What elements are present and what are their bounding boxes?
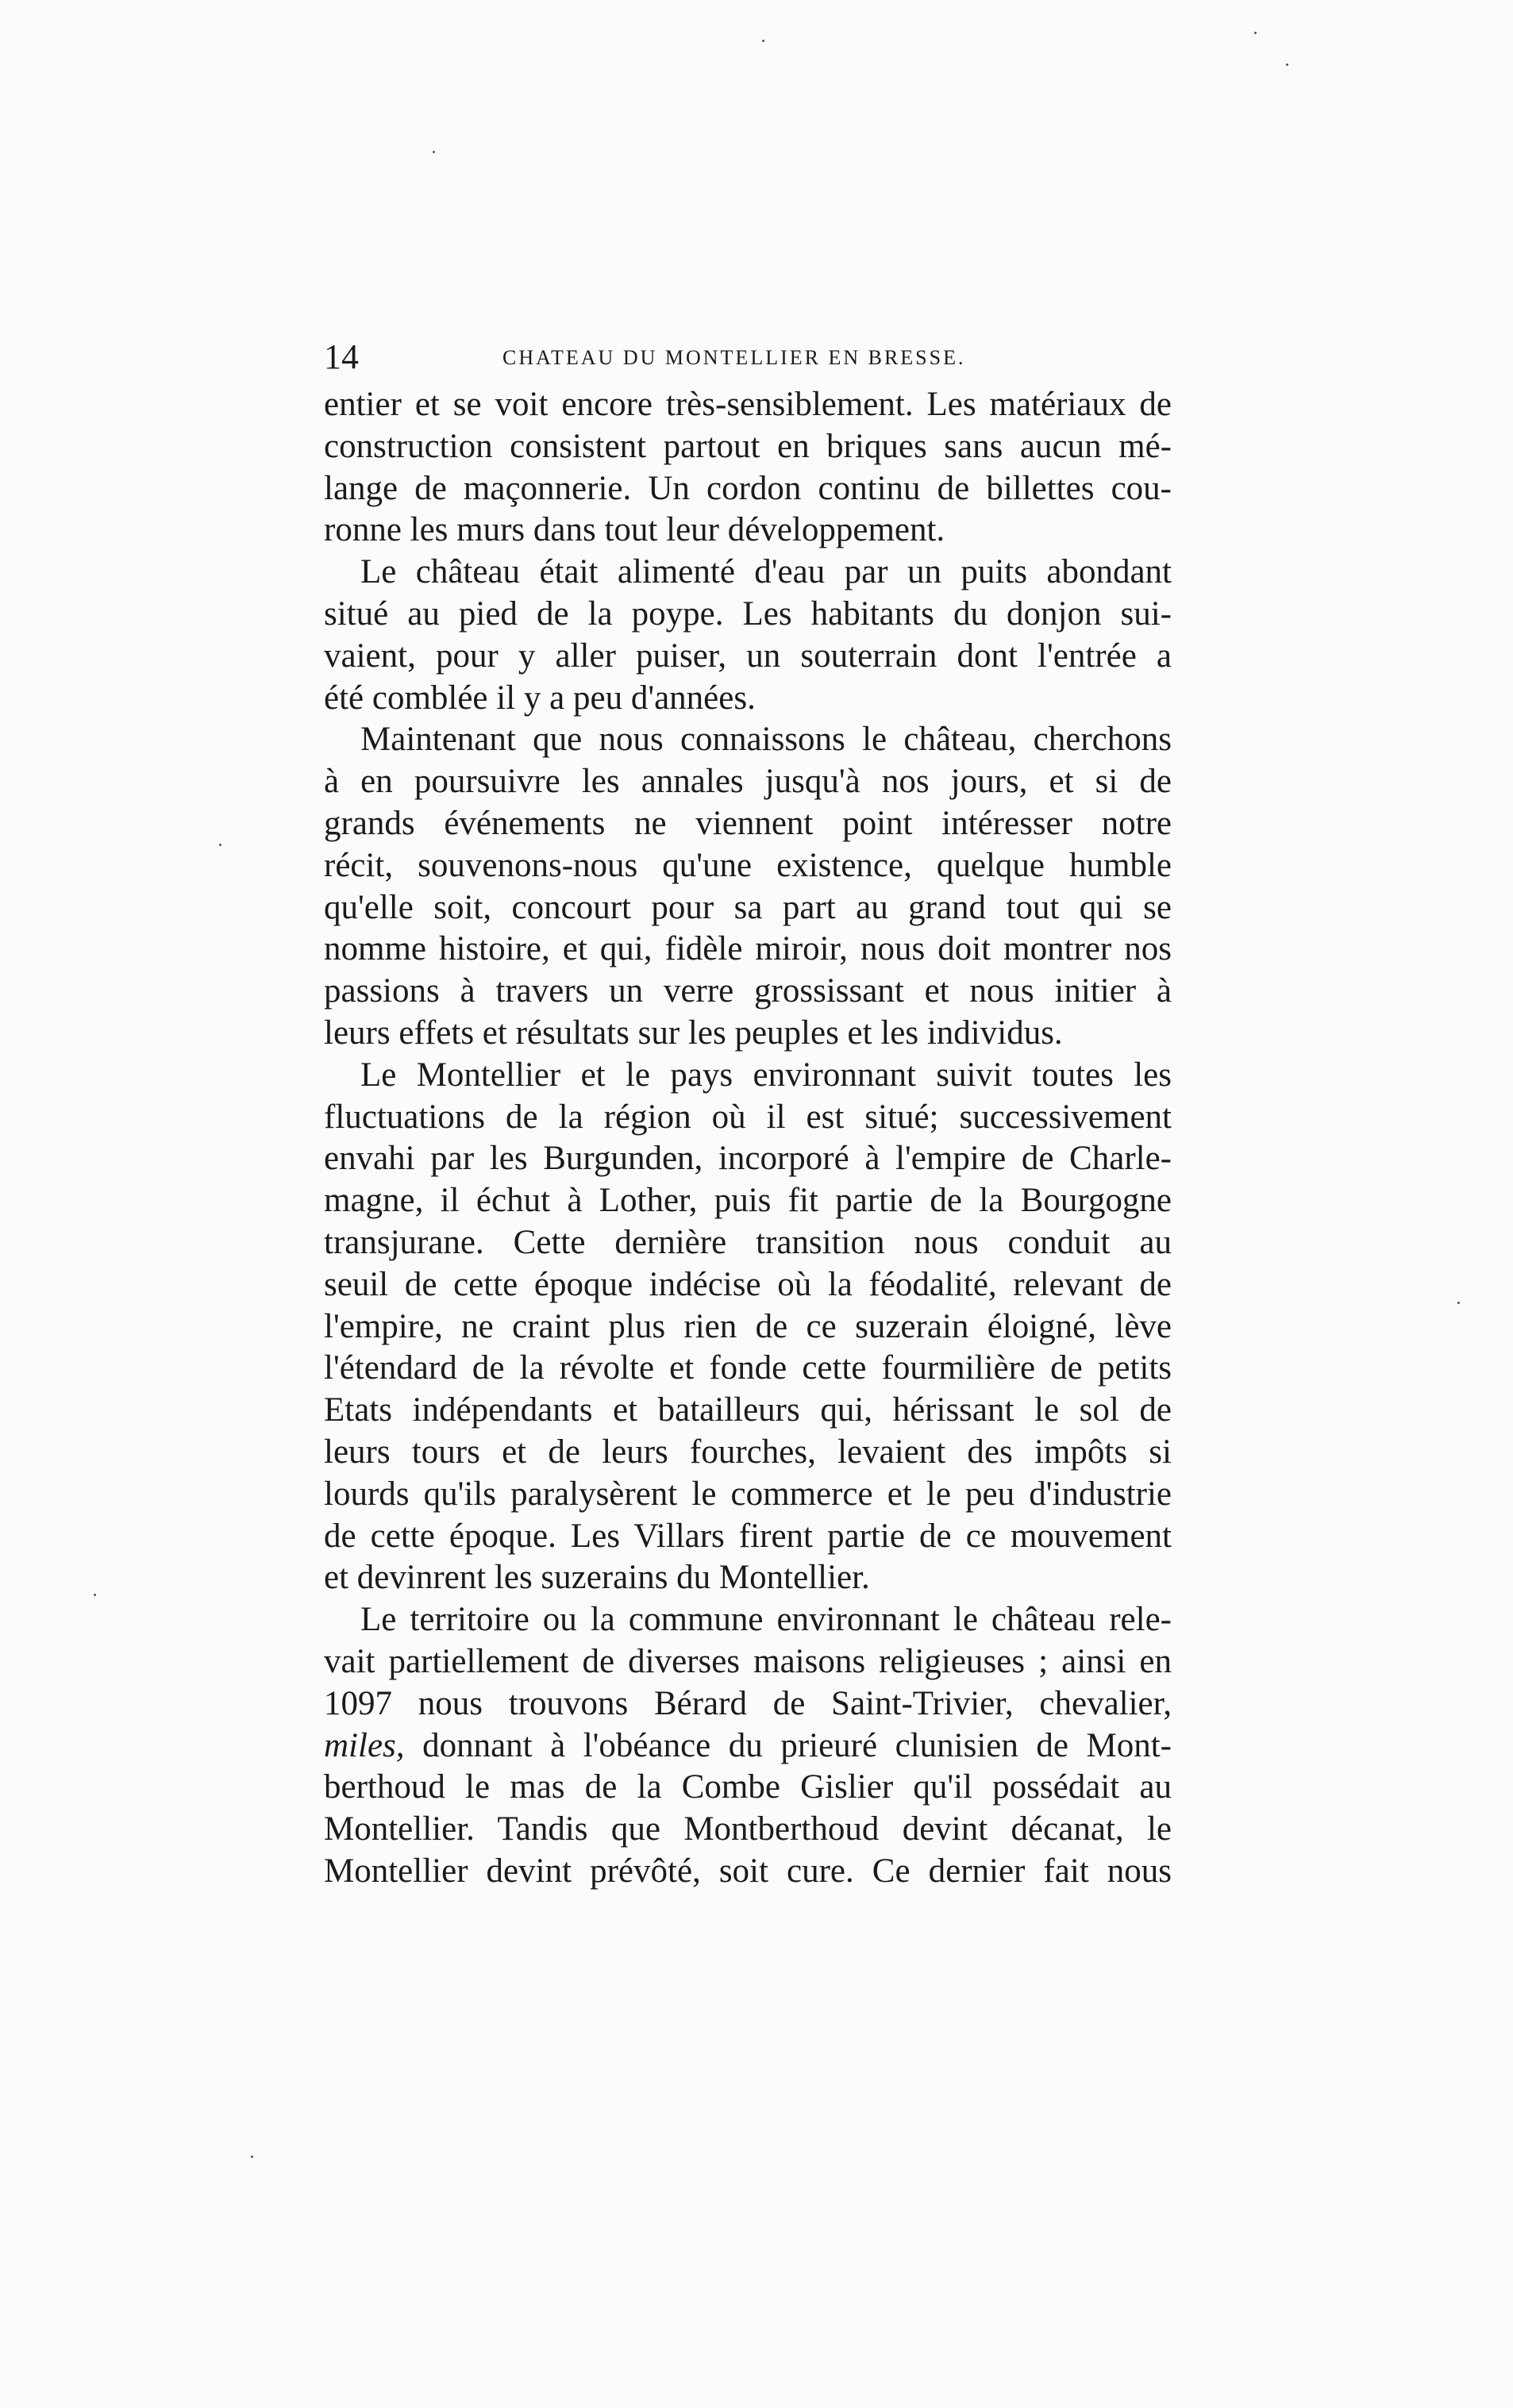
text-line: nomme histoire, et qui, fidèle miroir, nous doit montrer nos	[324, 930, 1172, 968]
paper-speck	[1457, 1302, 1460, 1304]
paper-speck	[762, 40, 764, 42]
text-line: récit, souvenons-nous qu'une existence, quelque humble	[324, 846, 1172, 884]
body-text	[324, 384, 1172, 1893]
text-line: Montellier devint prévôté, soit cure. Ce dernier fait nous	[324, 1852, 1172, 1890]
text-line: construction consistent partout en briques sans aucun mé-	[324, 427, 1172, 465]
text-line: et devinrent les suzerains du Montellier.	[324, 1559, 870, 1597]
text-line: été comblée il y a peu d'années.	[324, 679, 756, 717]
text-line: leurs tours et de leurs fourches, levaient des impôts si	[324, 1433, 1172, 1471]
text-line: Le territoire ou la commune environnant le château rele-	[360, 1601, 1172, 1639]
text-line: Etats indépendants et batailleurs qui, hérissant le sol de	[324, 1391, 1172, 1429]
text-line: Maintenant que nous connaissons le château, cherchons	[360, 721, 1172, 759]
italic-word: miles,	[324, 1726, 405, 1764]
text-line: magne, il échut à Lother, puis fit partie de la Bourgogne	[324, 1182, 1172, 1220]
text-line: lourds qu'ils paralysèrent le commerce et le peu d'industrie	[324, 1475, 1172, 1513]
text-line-rest: donnant à l'obéance du prieuré clunisien de Mont-	[422, 1726, 1172, 1764]
text-line: à en poursuivre les annales jusqu'à nos jours, et si de	[324, 763, 1172, 801]
text-line: ronne les murs dans tout leur développement.	[324, 511, 945, 549]
text-line: situé au pied de la poype. Les habitants du donjon sui-	[324, 594, 1172, 633]
text-line: grands événements ne viennent point intéresser notre	[324, 804, 1172, 842]
text-line: entier et se voit encore très-sensiblement. Les matériaux de	[324, 386, 1172, 423]
text-line: l'empire, ne craint plus rien de ce suzerain éloigné, lève	[324, 1307, 1172, 1345]
text-line	[324, 1725, 1172, 1768]
paper-speck	[1254, 32, 1257, 34]
running-title: CHATEAU DU MONTELLIER EN BRESSE.	[502, 346, 966, 369]
text-line: transjurane. Cette dernière transition nous conduit au	[324, 1223, 1172, 1261]
text-line: leurs effets et résultats sur les peuples et les individus.	[324, 1014, 1063, 1052]
paper-speck	[251, 2156, 253, 2158]
paper-speck	[1286, 63, 1288, 66]
text-line: Montellier. Tandis que Montberthoud devint décanat, le	[324, 1810, 1172, 1848]
text-line: seuil de cette époque indécise où la féodalité, relevant de	[324, 1265, 1172, 1303]
text-line: envahi par les Burgunden, incorporé à l'empire de Charle-	[324, 1140, 1172, 1178]
text-line: de cette époque. Les Villars firent partie de ce mouvement	[324, 1517, 1172, 1555]
text-line: lange de maçonnerie. Un cordon continu de billettes cou-	[324, 469, 1172, 507]
text-line: berthoud le mas de la Combe Gislier qu'il possédait au	[324, 1768, 1172, 1806]
text-line: l'étendard de la révolte et fonde cette fourmilière de petits	[324, 1349, 1172, 1387]
paper-speck	[219, 844, 221, 846]
text-line: qu'elle soit, concourt pour sa part au grand tout qui se	[324, 888, 1172, 926]
paper-speck	[94, 1594, 96, 1596]
page-number: 14	[324, 337, 359, 376]
text-line: passions à travers un verre grossissant et nous initier à	[324, 972, 1172, 1010]
text-line: Le Montellier et le pays environnant suivit toutes les	[360, 1056, 1172, 1094]
text-line: fluctuations de la région où il est situé; successivement	[324, 1098, 1172, 1136]
text-line: 1097 nous trouvons Bérard de Saint-Trivier, chevalier,	[324, 1684, 1172, 1722]
running-header	[324, 333, 1165, 381]
text-line: Le château était alimenté d'eau par un puits abondant	[360, 553, 1172, 591]
paper-speck	[433, 151, 435, 153]
text-line: vait partiellement de diverses maisons religieuses ; ainsi en	[324, 1642, 1172, 1680]
text-line: vaient, pour y aller puiser, un souterrain dont l'entrée a	[324, 637, 1172, 675]
